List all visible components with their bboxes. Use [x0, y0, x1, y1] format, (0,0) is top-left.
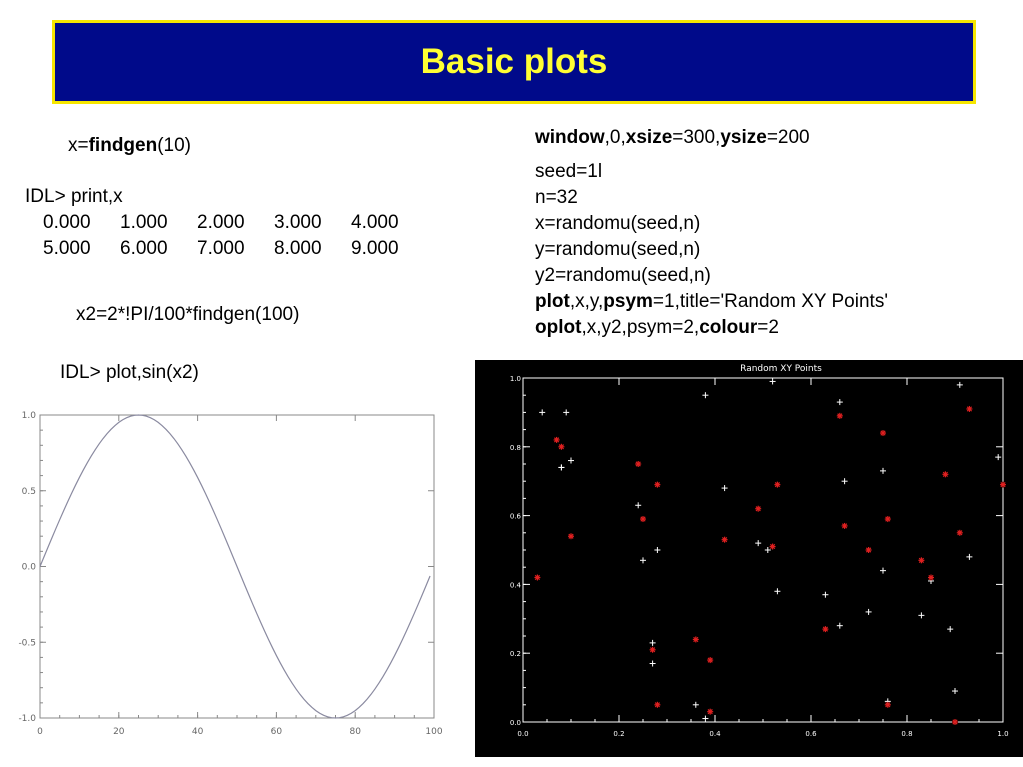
- star-marker: [707, 709, 713, 715]
- code-line: n=32: [535, 187, 578, 208]
- y-tick-label: 1.0: [21, 411, 36, 421]
- kw-xsize: xsize: [625, 127, 673, 148]
- code-line: y=randomu(seed,n): [535, 239, 701, 260]
- slide-title-bar: [52, 20, 976, 104]
- code-line: seed=1l: [535, 161, 603, 182]
- x2-definition: x2=2*!PI/100*findgen(100): [76, 304, 300, 325]
- code-block: [535, 161, 888, 343]
- star-marker: [866, 547, 872, 553]
- oplot-args: ,x,y2,psym=2,: [581, 317, 700, 338]
- star-marker: [640, 516, 646, 522]
- print-value: 6.000: [120, 238, 168, 259]
- print-value: 7.000: [197, 238, 245, 259]
- code-line: x=randomu(seed,n): [535, 213, 701, 234]
- kw-colour: colour: [699, 317, 758, 338]
- star-marker: [707, 657, 713, 663]
- print-value: 1.000: [120, 212, 168, 233]
- star-marker: [1000, 482, 1006, 488]
- star-marker: [957, 530, 963, 536]
- oplot-command-line: [535, 317, 888, 343]
- x-tick-label: 0: [37, 727, 43, 737]
- x-tick-label: 100: [425, 727, 443, 737]
- x-def-prefix: x=: [68, 135, 89, 156]
- print-command: IDL> print,x: [25, 186, 123, 207]
- x-tick-label: 40: [191, 727, 204, 737]
- xsize-value: =300,: [672, 127, 721, 148]
- print-value: 3.000: [274, 212, 322, 233]
- print-value: 0.000: [43, 212, 91, 233]
- star-marker: [774, 482, 780, 488]
- ysize-value: =200: [766, 127, 810, 148]
- y-tick-label: -1.0: [18, 714, 36, 724]
- kw-plot: plot: [535, 291, 570, 312]
- y-tick-label: 0.5: [21, 486, 36, 497]
- x-def-func: findgen: [88, 135, 158, 156]
- x-def-args: (10): [157, 135, 192, 156]
- x-tick-label: 0.0: [517, 730, 529, 738]
- star-marker: [885, 702, 891, 708]
- x-tick-label: 0.6: [805, 730, 817, 738]
- print-value: 8.000: [274, 238, 322, 259]
- code-line: y2=randomu(seed,n): [535, 265, 711, 286]
- print-value: 2.000: [197, 212, 245, 233]
- plot-args: ,x,y,: [569, 291, 604, 312]
- star-marker: [635, 461, 641, 467]
- plot-command: IDL> plot,sin(x2): [60, 362, 199, 383]
- star-marker: [534, 575, 540, 581]
- x-tick-label: 1.0: [997, 730, 1009, 738]
- star-marker: [755, 506, 761, 512]
- x-tick-label: 0.2: [613, 730, 625, 738]
- print-output-row-2: [43, 236, 428, 262]
- star-marker: [654, 702, 660, 708]
- star-marker: [654, 482, 660, 488]
- star-marker: [770, 544, 776, 550]
- y-tick-label: 0.0: [21, 562, 36, 573]
- star-marker: [693, 636, 699, 642]
- colour-value: =2: [757, 317, 779, 338]
- x-tick-label: 80: [349, 727, 361, 737]
- y-tick-label: 0.2: [509, 650, 521, 659]
- print-value: 5.000: [43, 238, 91, 259]
- print-value: 9.000: [351, 238, 399, 259]
- psym-args: =1,title='Random XY Points': [652, 291, 888, 312]
- y-tick-label: 0.6: [509, 512, 521, 521]
- kw-window: window: [535, 127, 605, 148]
- plot-title: Random XY Points: [740, 364, 822, 374]
- star-marker: [822, 626, 828, 632]
- kw-psym: psym: [603, 291, 653, 312]
- plot-command-line: [535, 291, 888, 317]
- star-marker: [880, 430, 886, 436]
- kw-ysize: ysize: [720, 127, 767, 148]
- star-marker: [650, 647, 656, 653]
- star-marker: [966, 406, 972, 412]
- y-tick-label: 0.4: [509, 581, 521, 590]
- window-command: [535, 125, 810, 151]
- print-output-row-1: [43, 210, 428, 236]
- plot-background: [8, 400, 443, 743]
- y-tick-label: -0.5: [18, 638, 36, 649]
- star-marker: [885, 516, 891, 522]
- x-tick-label: 0.8: [901, 730, 913, 738]
- star-marker: [568, 533, 574, 539]
- print-value: 4.000: [351, 212, 399, 233]
- x-tick-label: 20: [113, 727, 125, 737]
- plot-background: [475, 360, 1023, 757]
- x-tick-label: 60: [270, 727, 283, 737]
- window-args: ,0,: [604, 127, 626, 148]
- kw-oplot: oplot: [535, 317, 582, 338]
- star-marker: [554, 437, 560, 443]
- x-definition: [68, 133, 191, 159]
- y-tick-label: 0.8: [509, 443, 521, 452]
- y-tick-label: 1.0: [509, 375, 521, 383]
- slide-title: Basic plots: [420, 42, 608, 81]
- star-marker: [842, 523, 848, 529]
- random-xy-scatter-plot: [475, 360, 1023, 757]
- x-tick-label: 0.4: [709, 730, 721, 738]
- sine-plot: [8, 400, 443, 743]
- star-marker: [558, 444, 564, 450]
- star-marker: [918, 557, 924, 563]
- y-tick-label: 0.0: [509, 719, 521, 727]
- star-marker: [722, 537, 728, 543]
- star-marker: [837, 413, 843, 419]
- star-marker: [942, 471, 948, 477]
- star-marker: [952, 719, 958, 725]
- star-marker: [928, 575, 934, 581]
